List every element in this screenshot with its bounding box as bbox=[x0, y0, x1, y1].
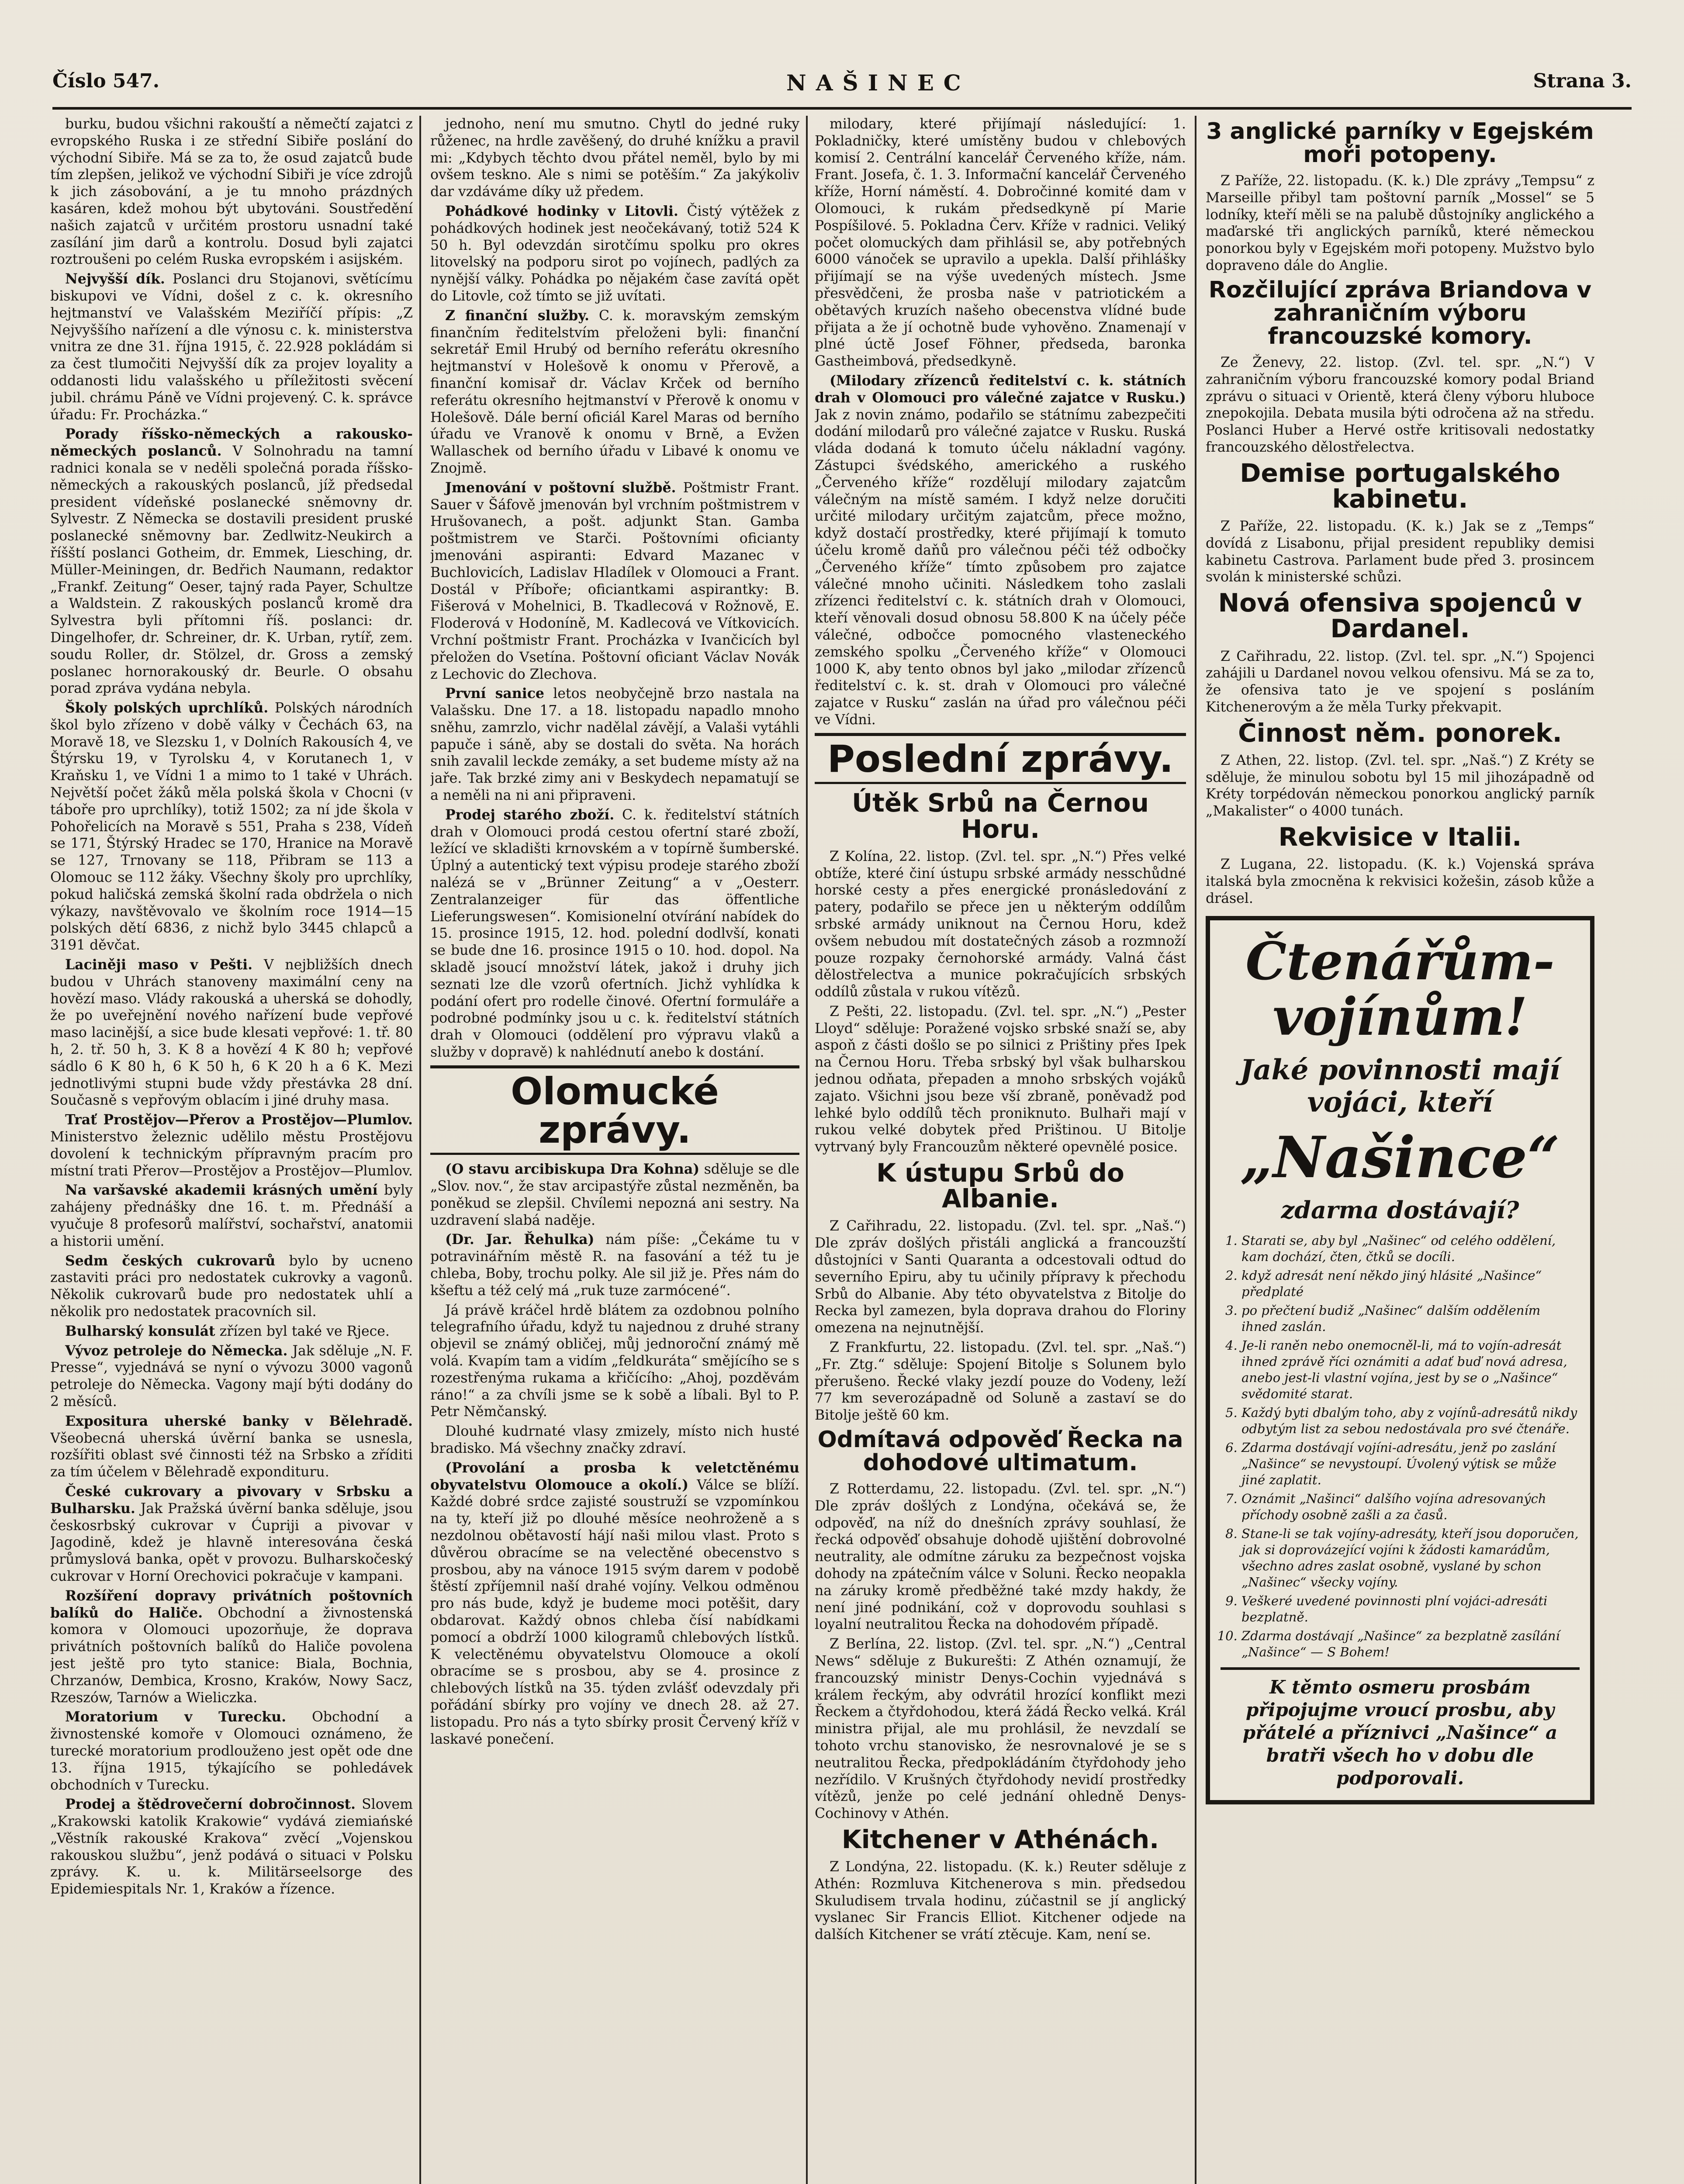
article-text: Jak sděluje „N. F. Presse“, vyjednává se nyní o vývozu 3000 vagonů petroleje do Německa. Vagony mají býti dodány do 2 měsíců. bbox=[50, 1343, 413, 1410]
article-lead: Na varšavské akademii krásných umění bbox=[65, 1182, 378, 1199]
article-text: Ze Ženevy, 22. listop. (Zvl. tel. spr. „N.“) V zahraničním výboru francouzské komory podal Briand zprávu o situaci v Orientě, která členy výboru hluboce znepokojila. Debata musila býti odročena až na středu. Poslanci Huber a Hervé ostře kritisovali nedostatky francouzského dělostřelectva. bbox=[1206, 354, 1594, 455]
article-text: V nejbližších dnech budou v Uhrách stanoveny maximální ceny na hovězí maso. Vlády rakouská a uherská se dohodly, že po uveřejnění nového nařízení bude vepřové maso lacinější, a sice bude klesati vepřové: 1. tř. 80 h, 2. tř. 50 h, 3. K 8 a hovězí 4 K 80 h; vepřové sádlo 6 K 80 h, 6 K 50 h, 6 K 20 h a 6 K. Mezi jednotlivými stupni bude vždy přestávka 28 dní. Současně s vepřovým oblacím i jiné druhy masa. bbox=[50, 957, 413, 1109]
box-list-item: 9. Veškeré uvedené povinnosti plní vojáci-adresáti bezplatně. bbox=[1241, 1593, 1580, 1625]
article-paragraph bbox=[815, 848, 1186, 1001]
article-lead: (Provolání a prosba k veletctěnému obyvatelstvu Olomouce a okolí.) bbox=[430, 1459, 799, 1493]
article-paragraph bbox=[50, 1796, 413, 1898]
article-lead: Rozšíření dopravy privátních poštovních balíků do Haliče. bbox=[50, 1587, 413, 1621]
article-paragraph bbox=[1206, 173, 1594, 274]
article-paragraph bbox=[1206, 856, 1594, 907]
section-heading: Poslední zprávy. bbox=[815, 733, 1186, 784]
article-paragraph bbox=[430, 203, 799, 305]
article-paragraph bbox=[50, 1112, 413, 1179]
article-text: Já právě kráčel hrdě blátem za ozdobnou polního telegrafního úřadu, když tu najednou z druhé strany objevil se známý obličej, můj jednoroční známý mě volá. Kvapím tam a vidím „feldkuráta“ smějícího se s rozestřenýma rukama a křičícího: „Ahoj, pozděvám ráno!“ a za chvíli jsme se k sobě a líbali. Byl to P. Petr Němčanský. bbox=[430, 1302, 799, 1420]
article-text: C. k. moravským zemským finančním ředitelstvím přeloženi byli: finanční sekretář Emil Hrubý od berního referátu okresního hejtmanství v Holešově k onomu v Přerově, a finanční komisař dr. Václav Krček od berního referátu okresního hejtmanství v Přerově k onomu v Holešově. Dále berní oficiál Karel Maras od berního úřadu ve Vranově k onomu v Brně, a Evžen Wallaschek od berního úřadu v Libavé k onomu ve Znojmě. bbox=[430, 308, 799, 476]
article-lead: Bulharský konsulát bbox=[65, 1323, 215, 1339]
article-heading: Nová ofensiva spojenců v Dardanel. bbox=[1218, 588, 1582, 644]
article-paragraph bbox=[1206, 752, 1594, 820]
article-lead: Trať Prostějov—Přerov a Prostějov—Plumlov. bbox=[65, 1112, 413, 1128]
article-lead: Prodej starého zboží. bbox=[445, 806, 615, 823]
article-lead: Expositura uherské banky v Bělehradě. bbox=[65, 1413, 413, 1429]
article-heading: Rozčilující zpráva Briandova v zahraničním výboru francouzské komory. bbox=[1208, 276, 1592, 349]
article-paragraph bbox=[50, 1182, 413, 1250]
article-heading: Rekvisice v Italii. bbox=[1278, 822, 1522, 852]
article-paragraph bbox=[50, 1323, 413, 1340]
article-paragraph bbox=[815, 1218, 1186, 1337]
article-text: Z Rotterdamu, 22. listopadu. (Zvl. tel. spr. „N.“) Dle zpráv došlých z Londýna, očekává se, že odpověď, na níž do dnešních zprávy souhlasí, že řecká odpověď obsahuje dohodě ujištění dobrovolné neutrality, ale odmítne záruku za bezpečnost vojska dohody na zpátečním válce v Soluni. Řecko neopakla na záruky kromě předběžné také mzdy hakdy, že není jiné podnikání, což v doprovodu souhlasi s loyalní neutralitou Řecka na dohodovém případě. bbox=[815, 1481, 1186, 1633]
box-note: zdarma dostávají? bbox=[1281, 1196, 1519, 1224]
article-lead: Vývoz petroleje do Německa. bbox=[65, 1342, 288, 1359]
article-paragraph bbox=[50, 957, 413, 1109]
article-lead: (Dr. Jar. Řehulka) bbox=[445, 1231, 595, 1248]
article-text: jednoho, není mu smutno. Chytl do jedné ruky růženec, na hrdle zavěšený, do druhé knížku a pravil mi: „Kdybych těchto dvou přátel neměl, bylo by mi ovšem teskno. Ale s nimi se potěším.“ Za jakýkoliv dar vzdáváme díky už předem. bbox=[430, 116, 799, 200]
article-paragraph bbox=[815, 1339, 1186, 1424]
box-list-item: 7. Oznámit „Našinci“ dalšího vojína adresovaných příchody osobně zašli a za časů. bbox=[1241, 1491, 1580, 1523]
article-text: Polských národních škol bylo zřízeno v době války v Čechách 63, na Moravě 18, ve Slezsku 1, v Dolních Rakousích 4, ve Štýrsku 19, v Tyrolsku 4, v Korutanech 1, v Kraňsku 1, ve Vídni 1 a mimo to 1 také v Uhrách. Největší počet žáků měla polská škola v Chocni (v táboře pro uprchlíky), totiž 1502; za ní jde škola v Pohořelicích na Moravě s 551, Praha s 238, Vídeň se 171, Štýrský Hradec se 170, Hranice na Moravě se 127, Trnovany se 118, Přibram se 113 a Olomouc se 112 žáky. Všechny školy pro uprchlíky, pokud haličská zemská školní rada obdržela o nich výkazy, navštěvovalo ve školním roce 1914—15 polských dětí 6836, z nichž bylo 3445 chlapců a 3191 děvčat. bbox=[50, 700, 413, 954]
article-lead: Z finanční služby. bbox=[445, 307, 589, 324]
article-text: zřízen byl také ve Rjece. bbox=[219, 1323, 390, 1339]
article-text: Z Kolína, 22. listop. (Zvl. tel. spr. „N.“) Přes velké obtíže, které činí ústupu srbské armády nesschůdné horské cesty a přes energické pronásledování z patery, podařilo se přece jen u některým oddílům srbské armády uniknout na Černou Horu, kdež ovšem nebudou mít dostatečných zásob a rozmnoží pouze rozpaky černohorské armády. Valná část dělostřelectva a munice pokračujících srbských oddílů zůstala v rukou vítězů. bbox=[815, 848, 1186, 1000]
column-3 bbox=[815, 116, 1186, 2184]
article-text: byly zahájeny přednášky dne 16. t. m. Přednáší a vyučuje 8 profesorů malířství, sochařství, anatomii a historii umění. bbox=[50, 1182, 413, 1249]
article-paragraph bbox=[430, 1231, 799, 1299]
article-lead: První sanice bbox=[445, 685, 544, 702]
article-paragraph bbox=[815, 1636, 1186, 1822]
article-paragraph bbox=[50, 1253, 413, 1320]
article-paragraph bbox=[430, 308, 799, 477]
article-lead: Pohádkové hodinky v Litovli. bbox=[445, 203, 678, 219]
article-text: Jak Pražská úvěrní banka sděluje, jsou českosrbský cukrovar v Ćupriji a pivovar v Jagodině, kdež je hlavně interesována česká průmyslová banka, opět v provozu. Bulharskočeský cukrovar v Horní Orechovici pokračuje v kampani. bbox=[50, 1500, 413, 1584]
article-lead: Jmenování v poštovní službě. bbox=[445, 479, 676, 496]
article-paragraph bbox=[50, 116, 413, 268]
article-text: Válce se blíží. Každé dobré srdce zajisté soustruží se vzpomínkou na ty, kteří již po dlouhé měsíce neohroženě a s nezdolnou obětavostí hájí naši milou vlast. Proto s důvěrou obracíme se na velectěné obecenstvo s prosbou, aby na vánoce 1915 svým darem v podobě štěstí zpříjemnil naší drahé vojíny. Velkou odměnou pro nás bude, když je budeme moci potěšit, dary obdarovat. Každý obnos chleba čísí nabídkami pomocí a obdrží 1000 kilogramů chlebových lístků. K velectěnému obyvatelstvu Olomouce a okolí obracíme se s prosbou, aby se 4. prosince z chlebových lístků na 35. týden zvlášť odevzdaly při pořádání sbírky pro vojíny ve dnech 28. až 27. listopadu. Pro nás a tyto sbírky prosit Červený kříž v laskavé ponečení. bbox=[430, 1477, 799, 1747]
article-lead: České cukrovary a pivovary v Srbsku a Bulharsku. bbox=[50, 1483, 413, 1517]
article-text: Poslanci dru Stojanovi, světícímu biskupovi ve Vídni, došel z c. k. okresního hejtmanství ve Valašském Meziříčí přípis: „Z Nejvyššího nařízení a dle výnosu c. k. ministerstva vnitra ze dne 31. října 1915, č. 22.928 pokládám si za čest tlumočiti Nejvyšší dík za projev loyality a oddanosti lidu valašského u příležitosti svěcení jubil. chrámu Páně ve Vídni projevený. C. k. správce úřadu: Fr. Procházka.“ bbox=[50, 271, 413, 423]
masthead-title: NAŠINEC bbox=[786, 70, 971, 96]
article-text: Dlouhé kudrnaté vlasy zmizely, místo nich husté bradisko. Má všechny značky zdraví. bbox=[430, 1424, 799, 1457]
article-text: Jak z novin známo, podařilo se státnímu zabezpečiti dodání milodarů pro válečné zajatce v Rusku. Ruská vláda dodaná k tomuto účelu nákladní vagóny. Zástupci švédského, amerického a ruského „Červeného kříže“ rozdělují milodary zajatcům válečným na místě samém. I když nelze doručiti určité milodary určitým zajatcům, přece možno, když dostačí prostředky, které přijímají k tomuto účelu kromě daňů pro válečnou péči též odbočky „Červeného kříže“ tímto způsobem pro zajatce válečné mnoho učiniti. Následkem toho zaslali zřízenci ředitelství c. k. státních drah v Olomouci, kteří věnovali dosud obnosu 58.800 K na účely péče válečné, odbočce pomocného vlasteneckého zemského spolku „Červeného kříže“ v Olomouci 1000 K, aby tento obnos byl jako „milodar zřízenců ředitelství c. k. st. drah v Olomouci pro válečné zajatce v Rusku“ zaslán na úřad pro válečnou péči ve Vídni. bbox=[815, 407, 1186, 728]
box-list-item: 3. po přečtení budiž „Našinec“ dalším oddělením ihned zaslán. bbox=[1241, 1303, 1580, 1335]
article-text: Čistý výtěžek z pohádkových hodinek jest neočekávaný, totiž 524 K 50 h. Byl odevzdán sirotčímu spolku pro okres litovelský na podporu sirot po vojínech, padlých za nynější války. Pohádka po nějakém čase zavítá opět do Litovle, což tímto se již uvítati. bbox=[430, 203, 799, 304]
article-text: Z Cařihradu, 22. listopadu. (Zvl. tel. spr. „Naš.“) Dle zpráv došlých přistáli anglická a francouzští důstojníci v Santi Quaranta a odcestovali odtud do severního Epiru, aby tu učinily přípravy k přechodu Srbů do Albanie. Aby této obyvatelstva z Bitolje do Recka byl zamezen, byla doprava drahou do Floriny omezena na nejnutnější. bbox=[815, 1218, 1186, 1336]
article-heading: Činnost něm. ponorek. bbox=[1238, 718, 1562, 748]
article-paragraph bbox=[430, 1161, 799, 1229]
article-paragraph bbox=[430, 1302, 799, 1421]
box-list-item: 1. Starati se, aby byl „Našinec“ od celého oddělení, kam dochází, čten, čtků se docíli. bbox=[1241, 1233, 1580, 1265]
article-heading: Kitchener v Athénách. bbox=[841, 1824, 1159, 1854]
article-text: Obchodní a živnostenská komora v Olomouci upozorňuje, že doprava privátních poštovních balíků do Haliče povolena jest ještě pro tyto stanice: Biala, Bochnia, Chrzanów, Dembica, Krosno, Kraków, Nowy Sacz, Rzeszów, Tarnów a Wieliczka. bbox=[50, 1605, 413, 1706]
article-lead: Prodej a štědrovečerní dobročinnost. bbox=[65, 1796, 356, 1813]
article-text: Poštmistr Frant. Sauer v Šáfově jmenován byl vrchním poštmistrem v Hrušovanech, a pošt. adjunkt Stan. Gamba poštmistrem ve Starči. Poštovními oficianty jmenováni aspiranti: Edvard Mazanec v Buchlovicích, Ladislav Hladílek v Olomouci a Frant. Dostál v Příboře; oficiantkami aspirantky: B. Fišerová v Mohelnici, B. Tkadlecová v Rožnově, E. Floderová v Hodoníně, M. Kadlecová ve Vítkovicích. Vrchní poštmistr Frant. Procházka v Ivančicích byl přeložen do Vsetína. Poštovní oficiant Václav Novák z Lechovic do Zlechova. bbox=[430, 480, 799, 682]
article-text: nám píše: „Čekáme tu v potravinářním městě R. na fasování a též tu je chleba, Boby, trochu polky. Ale sil již je. Přes nám do kšeftu a též celý má „ruk tuze zarmócené“. bbox=[430, 1232, 799, 1299]
box-list-item: 8. Stane-li se tak vojíny-adresáty, kteří jsou doporučen, jak si doprovázející vojíni k žádosti kamarádům, všechno adres zaslat osobně, vyslané by schon „Našinec“ všecky vojíny. bbox=[1241, 1526, 1580, 1590]
article-heading: K ústupu Srbů do Albanie. bbox=[876, 1158, 1124, 1214]
article-paragraph bbox=[815, 1481, 1186, 1633]
column-1 bbox=[50, 116, 413, 2184]
article-lead: Laciněji maso v Pešti. bbox=[65, 957, 253, 973]
article-paragraph bbox=[815, 373, 1186, 729]
article-paragraph bbox=[815, 1859, 1186, 1943]
article-text: Z Pešti, 22. listopadu. (Zvl. tel. spr. „N.“) „Pester Lloyd“ sděluje: Poražené vojsko srbské snaží se, aby aspoň z části došlo se po silnici z Prištiny přes Ipek na Černou Horu. Třeba srbský byl však bulharskou jednou odňata, přepaden a mnoho srbských vojáků zajato. Všichni jsou beze vší zbraně, poněvadž pod lehké bylo oddílů těch proniknuto. Bulhaři mají v rukou velké dobytek před Prištinou. U Bitolje vytrvaný byly Francouzům některé opevnělé posice. bbox=[815, 1003, 1186, 1155]
article-paragraph bbox=[430, 807, 799, 1061]
article-paragraph bbox=[815, 1003, 1186, 1156]
article-paragraph bbox=[1206, 518, 1594, 586]
article-paragraph bbox=[430, 1460, 799, 1748]
article-heading: 3 anglické parníky v Egejském moři potopeny. bbox=[1206, 118, 1594, 168]
article-paragraph bbox=[1206, 648, 1594, 716]
article-paragraph bbox=[430, 685, 799, 804]
article-text: Obchodní a živnostenské komoře v Olomouci oznámeno, že turecké moratorium prodlouženo jest opět ode dne 13. října 1915, týkajícího se pohledávek obchodních v Turecku. bbox=[50, 1709, 413, 1793]
column-4 bbox=[1206, 116, 1594, 2184]
article-paragraph bbox=[50, 700, 413, 954]
article-lead: Moratorium v Turecku. bbox=[65, 1709, 287, 1725]
box-title: Čtenářům-vojínům! bbox=[1245, 930, 1555, 1047]
article-text: Slovem „Krakowski katolik Krakowie“ vydává ziemiańské „Věstník rakouské Krakova“ zvěcí „Vojenskou rakouskou službu“, jenž podává o situaci v Polsku zprávy. K. u. k. Militärseelsorge des Epidemiespitals Nr. 1, Kraków a řízence. bbox=[50, 1797, 413, 1897]
article-paragraph bbox=[430, 1423, 799, 1457]
article-heading: Odmítavá odpověď Řecka na dohodové ultimatum. bbox=[817, 1426, 1183, 1476]
article-heading: Útěk Srbů na Černou Horu. bbox=[852, 788, 1149, 844]
box-paper-name: „Našince“ bbox=[1240, 1123, 1560, 1191]
article-text: Ministerstvo železnic udělilo městu Prostějovu dovolení k technickým přípravným pracím pro místní trati Přerov—Prostějov a Prostějov—Plumlov. bbox=[50, 1129, 413, 1179]
section-heading: Olomucké zprávy. bbox=[430, 1065, 799, 1155]
article-paragraph bbox=[50, 271, 413, 423]
article-lead: Porady říšsko-německých a rakousko-německých poslanců. bbox=[50, 426, 413, 460]
box-list bbox=[1221, 1233, 1580, 1660]
page-header bbox=[52, 66, 1632, 110]
article-paragraph bbox=[1206, 354, 1594, 456]
article-paragraph bbox=[815, 116, 1186, 370]
article-text: burku, budou všichni rakouští a němečtí zajatci z evropského Ruska i ze střední Sibiře poslání do východní Sibiře. Má se za to, že osud zajatců bude tím zlepšen, jelikož ve východní Sibiři je více zdrojů k jich zásobování, a je tu mnoho prázdných kasáren, kdež mohou být ubytováni. Soustředění našich zajatců v určitém prostoru usnadní také zasílání jim darů a kontrolu. Dosud byli zajatci roztroušeni po celém Ruska evropském i asijském. bbox=[50, 116, 413, 268]
column-4-articles bbox=[1206, 120, 1594, 907]
issue-number: Číslo 547. bbox=[52, 70, 160, 92]
article-text: bylo by ucneno zastaviti práci pro nedostatek cukrovky a vagonů. Několik cukrovarů bude pro nedostatek uhlí a několik pro nedostatek pracovních sil. bbox=[50, 1253, 413, 1320]
article-paragraph bbox=[50, 1483, 413, 1585]
box-list-item: 2. když adresát není někdo jiný hlásité „Našince“ předplaté bbox=[1241, 1268, 1580, 1300]
column-rule bbox=[1195, 116, 1196, 2184]
article-text: Všeobecná uherská úvěrní banka se usnesla, rozšířiti oblast své činnosti též na Srbsko a zříditi za tím účelem v Bělehradě expondituru. bbox=[50, 1430, 413, 1480]
article-lead: (Milodary zřízenců ředitelství c. k. státních drah v Olomouci pro válečné zajatce v Rusku.) bbox=[815, 372, 1186, 406]
article-text: Z Frankfurtu, 22. listopadu. (Zvl. tel. spr. „Naš.“) „Fr. Ztg.“ sděluje: Spojení Bitolje s Solunem bylo přerušeno. Řecké vlaky jezdí pouze do Vodeny, leží 77 km severozápadně od Soluně a zastaví se do Bitolje ještě 60 km. bbox=[815, 1339, 1186, 1424]
article-text: V Solnohradu na tamní radnici konala se v neděli společná porada říšsko-německých a rakouských poslanců, jíž předsedal president vídeňské poslanecké sněmovny dr. Sylvestr. Z Německa se dostavili president pruské poslanecké sněmovny bar. Zedlwitz-Neukirch a říšští poslanci Gotheim, dr. Emmek, Liesching, dr. Müller-Meiningen, dr. Bedřich Naumann, redaktor „Frankf. Zeitung“ Oeser, tajný rada Payer, Schultze a Waldstein. Z rakouských poslanců kromě dra Sylvestra byli přítomni říš. poslanci: dr. Dingelhofer, dr. Schreiner, dr. K. Urban, rytíř, zem. soudu Roller, dr. Stölzel, dr. Gross a zemský poslanec hornorakouský dr. Beurle. O obsahu porad zpráva vydána nebyla. bbox=[50, 443, 413, 697]
page-number: Strana 3. bbox=[1533, 70, 1632, 92]
article-paragraph bbox=[50, 1709, 413, 1794]
article-paragraph bbox=[430, 116, 799, 200]
article-paragraph bbox=[430, 480, 799, 683]
column-2 bbox=[430, 116, 799, 2184]
readers-box bbox=[1206, 916, 1594, 1804]
article-lead: Nejvyšší dík. bbox=[65, 271, 165, 287]
column-rule bbox=[806, 116, 808, 2184]
article-text: Z Athen, 22. listop. (Zvl. tel. spr. „Naš.“) Z Kréty se sděluje, že minulou sobotu byl 15 mil jihozápadně od Kréty torpédován německou ponorkou anglický parník „Makalister“ o 4000 tunách. bbox=[1206, 752, 1594, 819]
article-paragraph bbox=[50, 1343, 413, 1410]
article-heading: Demise portugalského kabinetu. bbox=[1240, 458, 1560, 514]
article-text: C. k. ředitelství státních drah v Olomouci prodá cestou ofertní staré zboží, ležící ve skladišti krnovském a v topírně šumberské. Úplný a autentický text výpisu prodeje starého zboží nalézá se v „Brünner Zeitung“ a v „Oesterr. Zentralanzeiger für das öffentliche Lieferungswesen“. Komisionelní otvírání nabídek do 15. prosince 1915, 12. hod. polední dodlvší, konati se bude dne 16. prosince 1915 o 10. hod. dopol. Na skladě jsoucí množství látek, jakož i druhy jich seznati lze dle vzorů ofertních. Jichž vyhlídka k podání ofert pro rodelle činové. Ofertní formuláře a podrobné podmínky jsou u c. k. ředitelství státních drah v Olomouci (oddělení pro výpravu vlaků a služby v dopravě) k nahlédnutí anebo k dostání. bbox=[430, 807, 799, 1061]
article-paragraph bbox=[50, 1588, 413, 1707]
article-lead: Školy polských uprchlíků. bbox=[65, 700, 269, 716]
article-text: milodary, které přijímají následující: 1. Pokladničky, které umístěny budou v chlebových komisí 2. Centrální kancelář Červeného kříže, nám. Frant. Josefa, č. 1. 3. Informační kancelář Červeného kříže, Horní náměstí. 4. Dobročinné komité dam v Olomouci, k rukám předsedkyně pí Marie Pospíšilové. 5. Pokladna Červ. Kříže v radnici. Veliký počet olomuckých dam přihlásil se, aby potřebných 6000 vánoček se upravilo a upekla. Další přihlášky přijímají se na výše uvedených místech. Jsme přesvědčeni, že prosba naše v patriotickém a obětavých kruzích našeho obecenstva vlídné bude přijata a že jí ochotně bude vyhověno. Znamenají v plné úctě Josef Föhner, předseda, baronka Gastheimbová, předsedkyně. bbox=[815, 116, 1186, 370]
box-subtitle: Jaké povinnosti mají vojáci, kteří bbox=[1240, 1054, 1560, 1119]
box-list-item: 5. Každý byti dbalým toho, aby z vojínů-adresátů nikdy odbytým list za sebou nedostávala pro své čtenáře. bbox=[1241, 1405, 1580, 1437]
article-lead: Sedm českých cukrovarů bbox=[65, 1252, 276, 1269]
article-text: Z Cařihradu, 22. listop. (Zvl. tel. spr. „N.“) Spojenci zahájili u Dardanel novou velkou ofensivu. Má se za to, že ofensiva tato je ve spojení s posláním Kitchenerovým a že měla Turky překvapit. bbox=[1206, 648, 1594, 715]
article-text: letos neobyčejně brzo nastala na Valašsku. Dne 17. a 18. listopadu napadlo mnoho sněhu, zamrzlo, vichr nadělal závějí, a Valaši vytáhli papuče i sáně, aby se dostali do světa. Na horách snih zavalil leckde zemáky, a set budeme místy až na jaře. Tak brzké zimy ani v Beskydech nepamatují se a neměli na ni ani připraveni. bbox=[430, 686, 799, 804]
article-paragraph bbox=[50, 1413, 413, 1481]
article-lead: (O stavu arcibiskupa Dra Kohna) bbox=[445, 1161, 700, 1178]
box-list-item: 4. Je-li raněn nebo onemocněl-li, má to vojín-adresát ihned zprávě říci oznámiti a adať buď nová adresa, anebo jest-li vlastní vojína, jest by se o „Našince“ svědomité starat. bbox=[1241, 1337, 1580, 1402]
column-rule bbox=[419, 116, 421, 2184]
article-text: Z Paříže, 22. listopadu. (K. k.) Dle zprávy „Tempsu“ z Marseille přibyl tam poštovní parník „Mossel“ se 5 lodníky, kteří měli se na palubě důstojníky anglického a maďarské tři anglických parníků, které německou ponorkou byly v Egejském moři potopeny. Mužstvo bylo dopraveno dále do Anglie. bbox=[1206, 173, 1594, 274]
box-list-item: 10. Zdarma dostávají „Našince“ za bezplatně zasílání „Našince“ — S Bohem! bbox=[1241, 1628, 1580, 1660]
article-text: Z Paříže, 22. listopadu. (K. k.) Jak se z „Temps“ dovídá z Lisabonu, přijal president republiky demisi kabinetu Castrova. Parlament bude před 3. prosincem svolán k ministerské schůzi. bbox=[1206, 518, 1594, 585]
article-text: Z Lugana, 22. listopadu. (K. k.) Vojenská správa italská byla zmocněna k rekvisici kožešin, zásob kůže a drásel. bbox=[1206, 857, 1594, 906]
article-text: Z Londýna, 22. listopadu. (K. k.) Reuter sděluje z Athén: Rozmluva Kitchenerova s min. předsedou Skuludisem trvala hodinu, zúčastnil se jí anglický vyslanec Sir Francis Elliot. Kitchener odjede na dalších Kitchener se vrátí ztěcuje. Kam, není se. bbox=[815, 1859, 1186, 1943]
box-list-item: 6. Zdarma dostávají vojíni-adresátu, jenž po zaslání „Našince“ se nevystoupí. Úvolený výtisk se může jiné zaplatit. bbox=[1241, 1440, 1580, 1488]
article-paragraph bbox=[50, 426, 413, 697]
article-text: sděluje se dle „Slov. nov.“, že stav arcipastýře zůstal nezměněn, ba poněkud se zlepšil. Chvílemi nepozná ani sestry. Na uzdravení slabá naděje. bbox=[430, 1161, 799, 1228]
article-text: Z Berlína, 22. listop. (Zvl. tel. spr. „N.“) „Central News“ sděluje z Bukurešti: Z Athén oznamují, že francouzský ministr Denys-Cochin vyjednává s králem řeckým, aby odvrátil hrozící konflikt mezi Řeckem a čtyřdohodou, která žádá Řecko velká. Král ministra přijal, ale mu prohlásil, že nevzdalí se tohoto vrchu stanovisko, že nesrovnalové je se s neutralitou Řecka, předpokládáním čtyřdohody jeho nezřídilo. V Krušných čtyřdohody nevidí prostředky vítězů, jenže po celé jednání ohledně Denys-Cochinovy v Athén. bbox=[815, 1636, 1186, 1822]
box-footer: K těmto osmeru prosbám připojujme vroucí prosbu, aby přátelé a příznivci „Našince“ a bratři všech ho v dobu dle podporovali. bbox=[1221, 1667, 1580, 1790]
